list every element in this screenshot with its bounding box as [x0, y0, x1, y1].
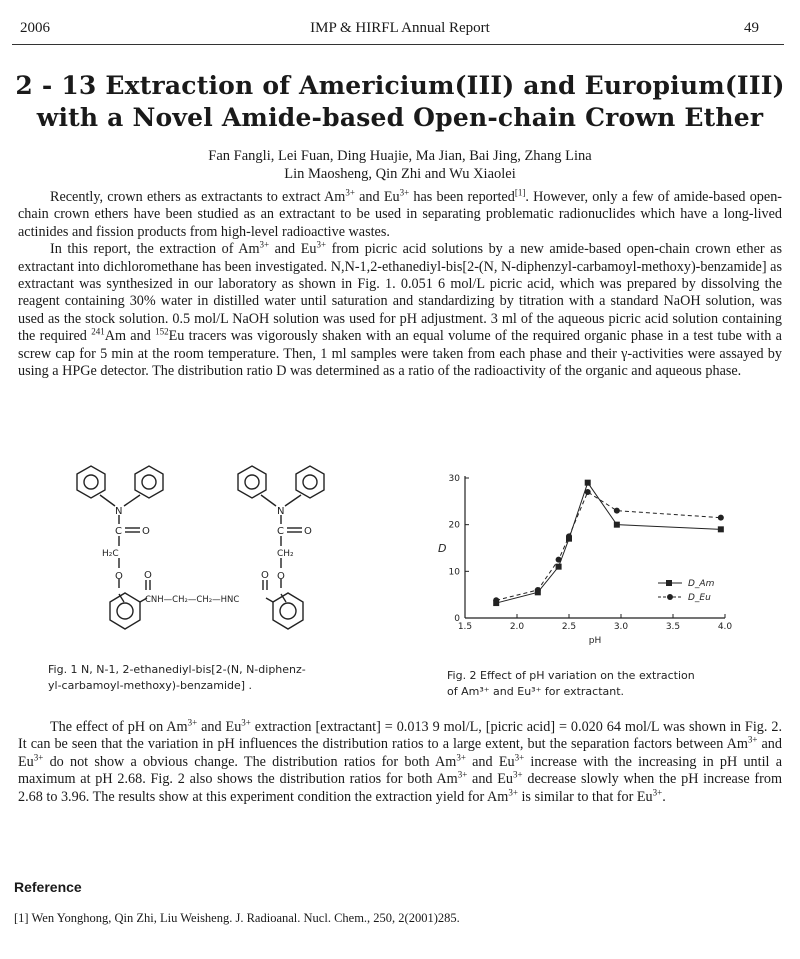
data-point-am [556, 564, 562, 570]
fig2-chart [420, 466, 750, 646]
phenyl-ring-3 [238, 466, 266, 498]
data-point-eu [614, 508, 620, 514]
fig1-caption-line1: Fig. 1 N, N-1, 2-ethanediyl-bis[2-(N, N-diphenz- [48, 663, 306, 676]
legend-label-am: D_Am [688, 579, 715, 589]
data-point-am [718, 526, 724, 532]
x-tick-label: 4.0 [717, 622, 733, 632]
x-tick-label: 3.5 [665, 622, 681, 632]
data-point-am [585, 480, 591, 486]
atom-n-left: N [115, 506, 123, 517]
y-tick-label: 20 [448, 520, 460, 531]
reference-item-1[interactable]: [1] Wen Yonghong, Qin Zhi, Liu Weisheng. J. Radioanal. Nucl. Chem., 250, 2(2001)285. [14, 911, 460, 925]
paragraph-1: Recently, crown ethers as extractants to extract $Am^{3+}$ and $Eu^{3+}$ has been reported[1]. However, only a few of amide-based open-chain crown ethers have been studied as an extractant to be used in separating problematic radionuclides which have a long-lived actinides and fission products from high-level radioactive wastes. [18, 187, 783, 240]
data-point-eu [535, 587, 541, 593]
body-text-top [18, 189, 782, 380]
x-tick-label: 3.0 [613, 622, 629, 632]
legend-marker-eu [667, 594, 673, 600]
header-rule [12, 44, 784, 45]
header-page-number: 49 [744, 20, 759, 36]
ch2-left: H₂C [102, 549, 119, 559]
body-text-bottom [18, 719, 782, 806]
fig2-caption-line2: of Am³⁺ and Eu³⁺ for extractant. [447, 685, 625, 698]
data-point-eu [556, 557, 562, 563]
x-tick-label: 2.5 [561, 622, 577, 632]
legend-marker-am [666, 580, 672, 586]
fig2-caption-line1: Fig. 2 Effect of pH variation on the extraction [447, 669, 695, 682]
paragraph-2: In this report, the extraction of $Am^{3+}$ and $Eu^{3+}$ from picric acid solutions by a new amide-based open-chain crown ether as extractant into dichloromethane has been investigated. N,N-1,2-ethanediyl-bis[2-(N, N-diphenzyl-carbamoyl-methoxy)-benzamide] as extractant was synthesized in our laboratory as shown in Fig. 1. 0.051 6 mol/L picric acid, which was prepared by dissolving the reagent containing 30% water in distilled water until saturation and standardizing by titration with a standard NaOH solution, was used as the stock solution. 0.5 mol/L NaOH solution was used for pH adjustment. 3 ml of the aqueous picric acid solution containing the required $^{241}$Am and $^{152}$Eu tracers was vigorously shaken with an equal volume of the required organic phase in a test tube with a screw cap for 5 min at the room temperature. Then, 1 ml samples were taken from each phase and their γ-activities were assayed by using a HPGe detector. The distribution ratio D was determined as a ratio of the radioactivity of the organic and aqueous phase. [18, 239, 782, 380]
atom-n-right: N [277, 506, 285, 517]
benzene-ring-right [273, 593, 303, 629]
y-axis-label: D [438, 542, 447, 555]
atom-o-amide-left: O [144, 570, 152, 581]
phenyl-ring-2 [135, 466, 163, 498]
y-tick-label: 30 [448, 474, 460, 484]
paper-title-line2: with a Novel Amide-based Open-chain Crown Ether [36, 103, 764, 132]
chart-legend [658, 579, 715, 603]
data-point-eu [566, 533, 572, 539]
paper-title-line1: 2 - 13 Extraction of Americium(III) and Europium(III) [15, 71, 785, 100]
authors-line1: Fan Fangli, Lei Fuan, Ding Huajie, Ma Jian, Bai Jing, Zhang Lina [208, 148, 592, 164]
ch2-right: CH₂ [277, 549, 294, 559]
atom-c-left: C [115, 526, 122, 537]
header-journal: IMP & HIRFL Annual Report [310, 20, 490, 36]
legend-label-eu: D_Eu [688, 593, 711, 603]
header-year: 2006 [20, 20, 50, 36]
x-axis-label: pH [588, 636, 602, 646]
atom-o-ether-right: O [277, 571, 285, 582]
data-point-eu [718, 515, 724, 521]
x-tick-label: 1.5 [457, 622, 473, 632]
atom-o-amide-right: O [261, 570, 269, 581]
atom-o-carbonyl-right: O [304, 526, 312, 537]
amide-linker: CNH—CH₂—CH₂—HNC [145, 595, 240, 605]
fig1-caption-line2: yl-carbamoyl-methoxy)-benzamide] . [48, 679, 253, 692]
data-point-eu [585, 489, 591, 495]
phenyl-ring-1 [77, 466, 105, 498]
authors-line2: Lin Maosheng, Qin Zhi and Wu Xiaolei [284, 166, 516, 182]
atom-c-right: C [277, 526, 284, 537]
fig1-structure [50, 462, 380, 657]
y-tick-label: 10 [448, 567, 460, 578]
atom-o-ether-left: O [115, 571, 123, 582]
citation-1[interactable]: [1] [514, 187, 526, 198]
reference-heading: Reference [14, 879, 82, 895]
data-point-eu [493, 597, 499, 603]
benzene-ring-left [110, 593, 140, 629]
data-point-am [614, 522, 620, 528]
paragraph-3: The effect of pH on $Am^{3+}$ and $Eu^{3+}$ extraction [extractant] = 0.013 9 mol/L, [picric acid] = 0.020 64 mol/L was shown in Fig. 2. It can be seen that the variation in pH influences the distribution ratios to a large extent, but the separation factors between $Am^{3+}$ and $Eu^{3+}$ do not show a obvious change. The distribution ratios for both $Am^{3+}$ and $Eu^{3+}$ increase with the increasing in pH until a maximum at pH 2.68. Fig. 2 also shows the distribution ratios for both $Am^{3+}$ and $Eu^{3+}$ decrease slowly when the pH increase from 2.68 to 3.96. The results show at this experiment condition the extraction yield for $Am^{3+}$ is similar to that for $Eu^{3+}$. [18, 717, 783, 805]
atom-o-carbonyl-left: O [142, 526, 150, 537]
x-tick-label: 2.0 [509, 622, 525, 632]
phenyl-ring-4 [296, 466, 324, 498]
y-tick-label: 0 [454, 614, 460, 624]
